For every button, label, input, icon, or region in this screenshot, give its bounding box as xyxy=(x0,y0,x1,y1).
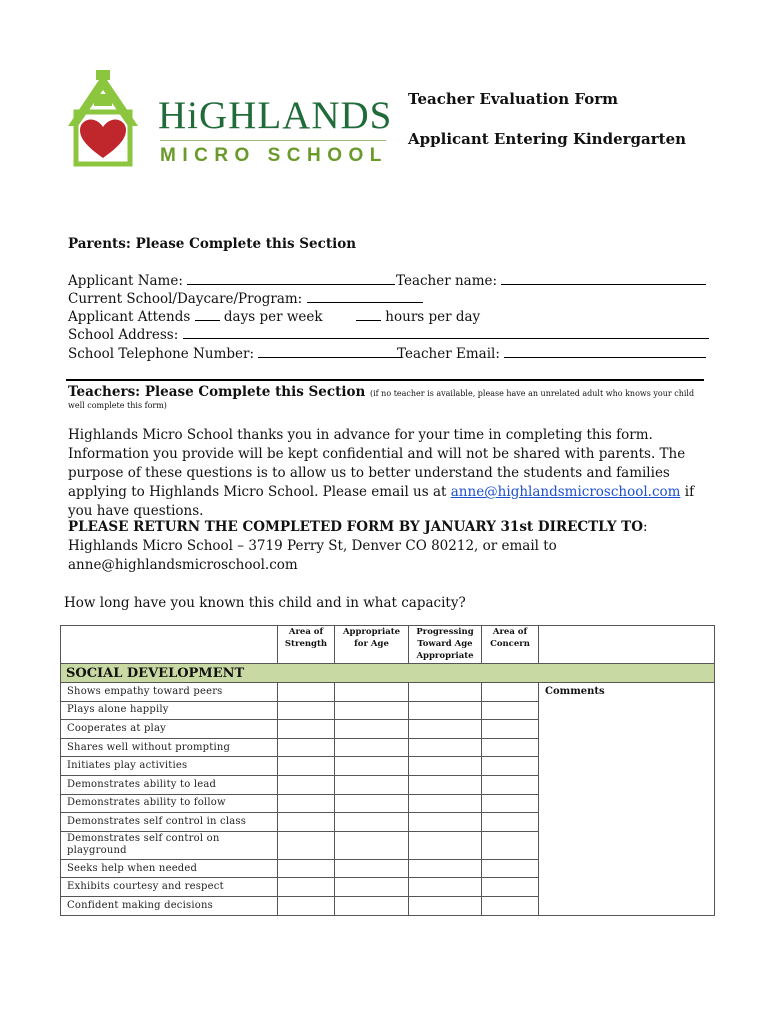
comments-label: Comments xyxy=(545,686,605,697)
item-label: Demonstrates ability to lead xyxy=(61,775,278,794)
logo-name-bottom: MICRO SCHOOL xyxy=(160,145,388,166)
item-label: Demonstrates ability to follow xyxy=(61,794,278,813)
rating-cell[interactable] xyxy=(335,720,409,739)
current-school-field[interactable] xyxy=(307,290,423,303)
rating-cell[interactable] xyxy=(482,794,539,813)
rating-cell[interactable] xyxy=(335,757,409,776)
return-instructions xyxy=(68,518,708,575)
teachers-note-1: (if no teacher is available, please have an unrelated adult who knows your child xyxy=(370,389,695,398)
intro-paragraph xyxy=(68,426,708,521)
rating-cell[interactable] xyxy=(335,878,409,897)
teacher-email-field[interactable] xyxy=(504,345,706,358)
rating-cell[interactable] xyxy=(482,775,539,794)
rating-cell[interactable] xyxy=(482,831,539,859)
rating-cell[interactable] xyxy=(278,701,335,720)
teacher-email-label: Teacher Email: xyxy=(397,346,500,362)
school-phone-field[interactable] xyxy=(258,345,402,358)
rating-cell[interactable] xyxy=(278,831,335,859)
intro-text-b: if you have questions. xyxy=(68,484,695,519)
form-subtitle: Applicant Entering Kindergarten xyxy=(408,130,687,148)
header-comments-blank xyxy=(539,626,715,664)
rating-cell[interactable] xyxy=(278,859,335,878)
teacher-name-label: Teacher name: xyxy=(396,273,498,289)
hours-row xyxy=(356,308,480,325)
rating-cell[interactable] xyxy=(409,813,482,832)
rating-cell[interactable] xyxy=(409,859,482,878)
rating-cell[interactable] xyxy=(409,720,482,739)
school-phone-label: School Telephone Number: xyxy=(68,346,255,362)
item-label: Initiates play activities xyxy=(61,757,278,776)
rating-cell[interactable] xyxy=(409,757,482,776)
teachers-heading xyxy=(68,384,694,400)
teacher-name-row xyxy=(396,272,706,289)
form-title: Teacher Evaluation Form xyxy=(408,90,618,108)
rating-cell[interactable] xyxy=(278,775,335,794)
applicant-name-row xyxy=(68,272,395,289)
rating-cell[interactable] xyxy=(409,683,482,702)
rating-cell[interactable] xyxy=(278,878,335,897)
rating-cell[interactable] xyxy=(409,878,482,897)
rating-cell[interactable] xyxy=(335,859,409,878)
item-label: Exhibits courtesy and respect xyxy=(61,878,278,897)
applicant-name-field[interactable] xyxy=(187,272,395,285)
attends-label: Applicant Attends xyxy=(68,309,191,325)
logo-name-top: HiGHLANDS xyxy=(158,94,393,137)
return-address: : Highlands Micro School – 3719 Perry St, Denver CO 80212, or email to anne@highlandsmicroschool.com xyxy=(68,519,648,573)
item-label: Seeks help when needed xyxy=(61,859,278,878)
school-address-label: School Address: xyxy=(68,327,179,343)
rating-cell[interactable] xyxy=(278,683,335,702)
attends-row xyxy=(68,308,323,325)
rating-cell[interactable] xyxy=(278,720,335,739)
rating-cell[interactable] xyxy=(482,813,539,832)
header-progressing: Progressing Toward Age Appropriate xyxy=(409,626,482,664)
rating-cell[interactable] xyxy=(278,757,335,776)
header-blank-cell xyxy=(61,626,278,664)
rating-cell[interactable] xyxy=(482,878,539,897)
header-area-of-strength: Area of Strength xyxy=(278,626,335,664)
item-label: Demonstrates self control in class xyxy=(61,813,278,832)
section-divider xyxy=(66,379,704,381)
current-school-label: Current School/Daycare/Program: xyxy=(68,291,303,307)
section-row xyxy=(61,664,715,683)
rating-cell[interactable] xyxy=(409,701,482,720)
table-row xyxy=(61,683,715,702)
rating-cell[interactable] xyxy=(482,720,539,739)
days-field[interactable] xyxy=(195,308,220,321)
rating-cell[interactable] xyxy=(335,701,409,720)
item-label: Shares well without prompting xyxy=(61,738,278,757)
teacher-name-field[interactable] xyxy=(501,272,706,285)
header-area-of-concern: Area of Concern xyxy=(482,626,539,664)
known-child-question: How long have you known this child and in what capacity? xyxy=(64,595,466,611)
evaluation-table xyxy=(60,625,715,916)
rating-cell[interactable] xyxy=(482,738,539,757)
rating-cell[interactable] xyxy=(482,683,539,702)
rating-cell[interactable] xyxy=(409,775,482,794)
hours-label: hours per day xyxy=(385,309,481,325)
section-social-development: SOCIAL DEVELOPMENT xyxy=(61,664,715,683)
school-address-field[interactable] xyxy=(183,326,709,339)
teachers-note-2: well complete this form) xyxy=(68,401,167,410)
rating-cell[interactable] xyxy=(335,831,409,859)
item-label: Cooperates at play xyxy=(61,720,278,739)
comments-cell[interactable] xyxy=(539,683,715,916)
rating-cell[interactable] xyxy=(335,794,409,813)
rating-cell[interactable] xyxy=(278,896,335,915)
rating-cell[interactable] xyxy=(335,896,409,915)
return-deadline: PLEASE RETURN THE COMPLETED FORM BY JANUARY 31st DIRECTLY TO xyxy=(68,519,643,535)
rating-cell[interactable] xyxy=(482,896,539,915)
header-appropriate-for-age: Appropriate for Age xyxy=(335,626,409,664)
current-school-row xyxy=(68,290,423,307)
rating-cell[interactable] xyxy=(409,738,482,757)
parents-heading: Parents: Please Complete this Section xyxy=(68,236,357,252)
logo-divider xyxy=(160,140,386,141)
applicant-name-label: Applicant Name: xyxy=(68,273,183,289)
contact-email-link[interactable]: anne@highlandsmicroschool.com xyxy=(450,484,681,500)
item-label: Confident making decisions xyxy=(61,896,278,915)
days-label: days per week xyxy=(223,309,323,325)
rating-cell[interactable] xyxy=(335,683,409,702)
rating-cell[interactable] xyxy=(482,859,539,878)
rating-cell[interactable] xyxy=(335,775,409,794)
item-label: Demonstrates self control on playground xyxy=(61,831,278,859)
school-phone-row xyxy=(68,345,402,362)
rating-cell[interactable] xyxy=(278,794,335,813)
school-address-row xyxy=(68,326,709,343)
rating-cell[interactable] xyxy=(278,813,335,832)
rating-cell[interactable] xyxy=(409,896,482,915)
rating-cell[interactable] xyxy=(335,813,409,832)
item-label: Plays alone happily xyxy=(61,701,278,720)
rating-cell[interactable] xyxy=(278,738,335,757)
rating-cell[interactable] xyxy=(409,794,482,813)
rating-cell[interactable] xyxy=(409,831,482,859)
teachers-heading-text: Teachers: Please Complete this Section xyxy=(68,384,366,400)
teacher-email-row xyxy=(397,345,706,362)
intro-text-a: Highlands Micro School thanks you in advance for your time in completing this form. Information you provide will be kept confidential and will not be shared with parents. The purpose of these questions is to allow us to better understand the students and families applying to Highlands Micro School. Please email us at xyxy=(68,427,686,500)
rating-cell[interactable] xyxy=(482,701,539,720)
item-label: Shows empathy toward peers xyxy=(61,683,278,702)
rating-cell[interactable] xyxy=(335,738,409,757)
rating-cell[interactable] xyxy=(482,757,539,776)
hours-field[interactable] xyxy=(356,308,381,321)
table-header-row xyxy=(61,626,715,664)
